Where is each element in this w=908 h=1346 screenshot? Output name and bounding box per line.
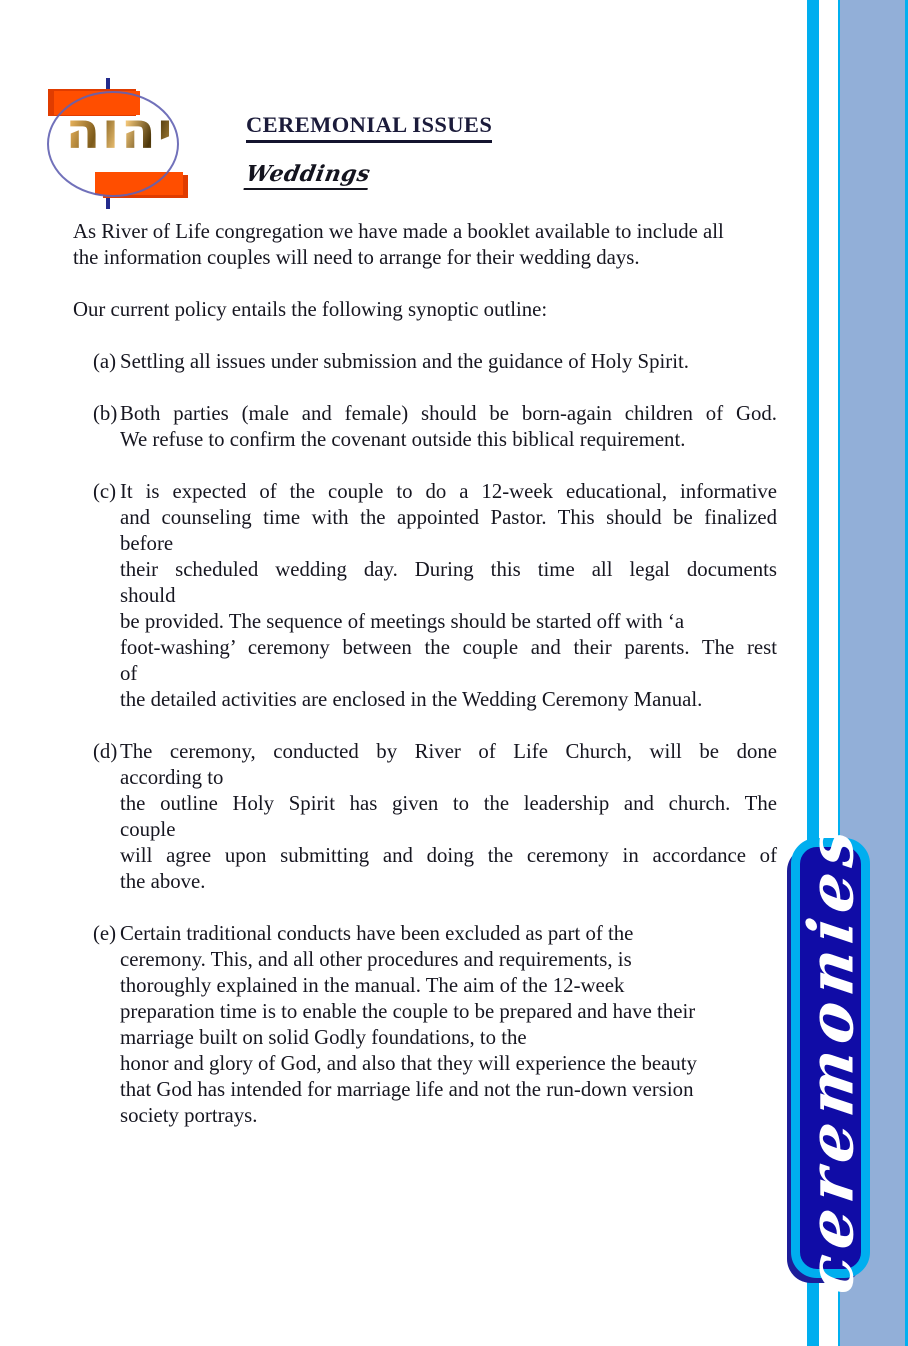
outline-item-label: (b) — [93, 402, 118, 425]
outline-item-text — [120, 921, 777, 1129]
text-line: their scheduled wedding day. During this time all legal documents — [120, 558, 777, 581]
text-line: should — [120, 584, 176, 607]
outline-item-b — [93, 401, 777, 453]
ceremonies-tab-label: ceremonies — [794, 818, 867, 1298]
outline-item-a — [93, 349, 777, 375]
outline-item-e — [93, 921, 777, 1129]
outline-list — [73, 349, 779, 1129]
text-line: The ceremony, conducted by River of Life Church, will be done — [120, 740, 777, 763]
text-line: As River of Life congregation we have made a booklet available to include all — [73, 220, 724, 243]
text-line: foot-washing’ ceremony between the couple and their parents. The rest — [120, 636, 777, 659]
text-line: couple — [120, 818, 176, 841]
text-line: ceremony. This, and all other procedures and requirements, is — [120, 948, 632, 971]
outline-item-text — [120, 401, 777, 453]
outline-item-label: (a) — [93, 350, 117, 373]
text-line: thoroughly explained in the manual. The aim of the 12-week — [120, 974, 625, 997]
text-line: before — [120, 532, 174, 555]
text-line: society portrays. — [120, 1104, 258, 1127]
text-line: the detailed activities are enclosed in the Wedding Ceremony Manual. — [120, 688, 703, 711]
outline-item-text — [120, 739, 777, 895]
text-line: Both parties (male and female) should be born-again children of God. — [120, 402, 777, 425]
outline-item-text — [120, 349, 777, 375]
outline-item-d — [93, 739, 777, 895]
intro-paragraph — [73, 219, 779, 271]
section-subtitle: Weddings — [243, 161, 372, 190]
policy-line: Our current policy entails the following synoptic outline: — [73, 298, 548, 321]
text-line: the above. — [120, 870, 206, 893]
text-line: and counseling time with the appointed Pastor. This should be finalized — [120, 506, 777, 529]
outline-item-label: (e) — [93, 922, 117, 945]
policy-paragraph — [73, 297, 779, 323]
text-line: be provided. The sequence of meetings should be started off with ‘a — [120, 610, 685, 633]
outline-item-text — [120, 479, 777, 713]
tetragrammaton-text: יהוה — [45, 106, 195, 156]
text-line: We refuse to confirm the covenant outside this biblical requirement. — [120, 428, 686, 451]
text-line: the information couples will need to arrange for their wedding days. — [73, 246, 640, 269]
document-body — [73, 219, 779, 1155]
text-line: honor and glory of God, and also that they will experience the beauty — [120, 1052, 697, 1075]
text-line: will agree upon submitting and doing the ceremony in accordance of — [120, 844, 777, 867]
text-line: the outline Holy Spirit has given to the leadership and church. The — [120, 792, 777, 815]
text-line: preparation time is to enable the couple to be prepared and have their — [120, 1000, 696, 1023]
outline-item-c — [93, 479, 777, 713]
text-line: according to — [120, 766, 224, 789]
text-line: that God has intended for marriage life and not the run-down version — [120, 1078, 694, 1101]
text-line: Certain traditional conducts have been excluded as part of the — [120, 922, 634, 945]
ceremonies-section-tab — [791, 818, 870, 1298]
text-line: marriage built on solid Godly foundations, to the — [120, 1026, 527, 1049]
text-line: It is expected of the couple to do a 12-week educational, informative — [120, 480, 777, 503]
page-title: CEREMONIAL ISSUES — [246, 112, 492, 143]
text-line: of — [120, 662, 138, 685]
church-logo — [45, 76, 195, 211]
outline-item-label: (d) — [93, 740, 118, 763]
text-line: Settling all issues under submission and the guidance of Holy Spirit. — [120, 350, 689, 373]
outline-item-label: (c) — [93, 480, 117, 503]
